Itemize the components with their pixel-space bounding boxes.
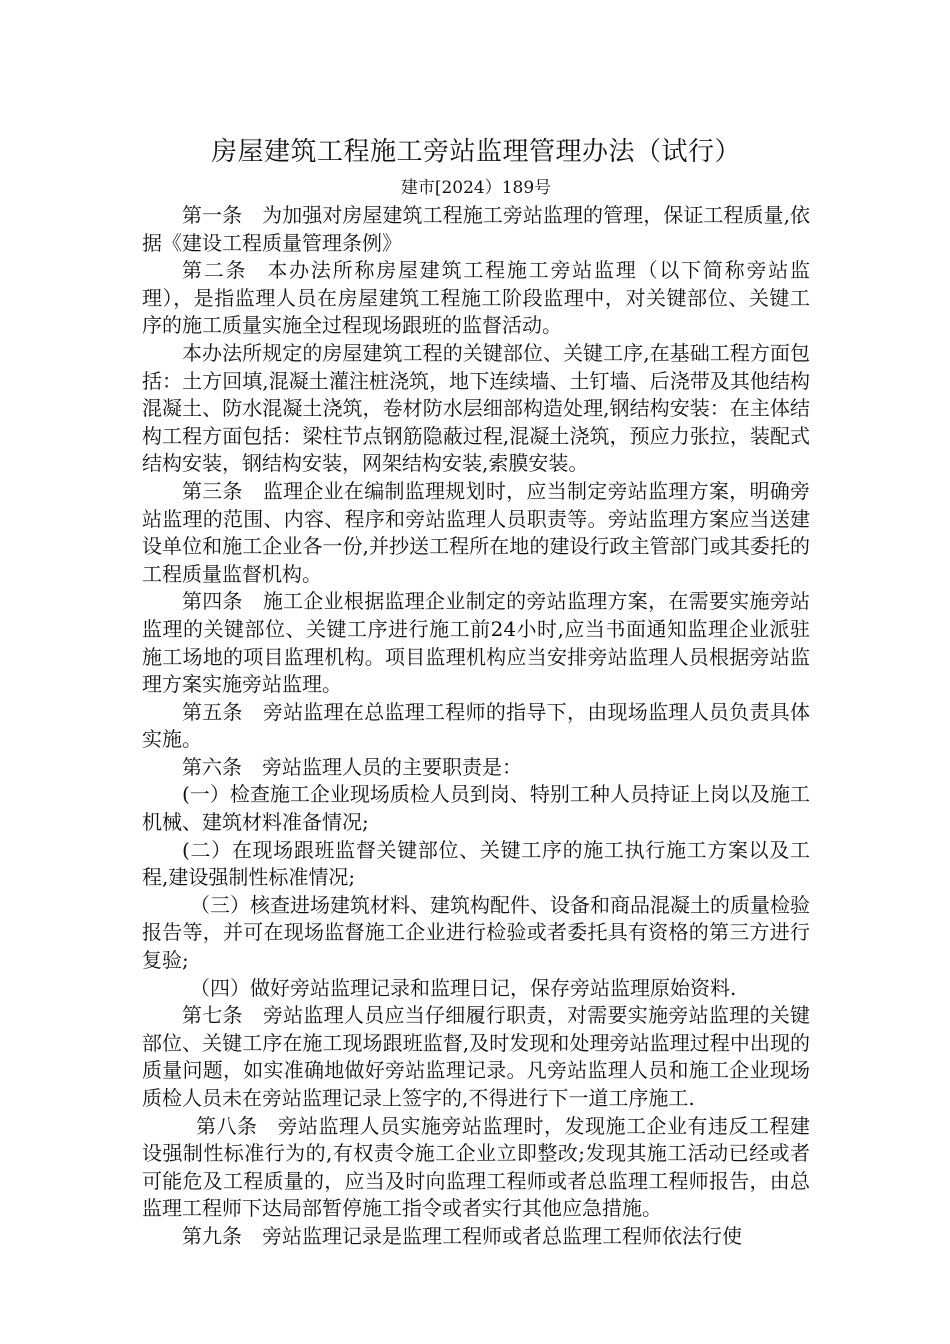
article-6-item-4 (142, 975, 810, 1003)
article-label: 第一条 (182, 203, 243, 227)
article-1 (142, 202, 810, 257)
article-6 (142, 754, 810, 782)
article-label: 第六条 (182, 754, 242, 779)
document-number: 建市[2024）189号 (400, 178, 552, 198)
article-text: 施工企业根据监理企业制定的旁站监理方案，在需要实施旁站监理的关键部位、关键工序进行施工前24小时,应当书面通知监理企业派驻施工场地的项目监理机构。项目监理机构应当安排旁站监理人员根据旁站监理方案实施旁站监理。 (142, 589, 811, 697)
article-6-item-2 (142, 837, 810, 892)
article-6-item-1 (142, 781, 810, 836)
article-label: 第三条 (182, 478, 243, 503)
document-title: 房屋建筑工程施工旁站监理管理办法（试行） (210, 137, 741, 167)
document-page (142, 132, 810, 1251)
list-item-text: （三）核查进场建筑材料、建筑构配件、设备和商品混凝土的质量检验报告等，并可在现场监督施工企业进行检验或者委托具有资格的第三方进行复验; (142, 892, 810, 973)
list-item-text: (一）检查施工企业现场质检人员到岗、特别工种人员持证上岗以及施工机械、建筑材料准备情况; (142, 782, 810, 835)
article-7 (142, 1002, 810, 1112)
article-2-paragraph-2 (142, 340, 810, 478)
article-text: 旁站监理人员应当仔细履行职责，对需要实施旁站监理的关键部位、关键工序在施工现场跟班监督,及时发现和处理旁站监理过程中出现的质量问题，如实准确地做好旁站监理记录。凡旁站监理人员和施工企业现场质检人员未在旁站监理记录上签字的,不得进行下一道工序施工. (142, 1003, 811, 1110)
article-8 (142, 1113, 810, 1223)
article-text: 本办法所称房屋建筑工程施工旁站监理（以下简称旁站监理），是指监理人员在房屋建筑工程施工阶段监理中，对关键部位、关键工序的施工质量实施全过程现场跟班的监督活动。 (142, 258, 811, 338)
article-6-item-3 (142, 892, 810, 975)
article-4 (142, 588, 810, 698)
article-text: 旁站监理人员的主要职责是： (262, 754, 522, 779)
list-item-text: （四）做好旁站监理记录和监理日记，保存旁站监理原始资料. (190, 975, 737, 1000)
article-text: 旁站监理在总监理工程师的指导下，由现场监理人员负责具体实施。 (142, 699, 811, 752)
paragraph-text: 本办法所规定的房屋建筑工程的关键部位、关键工序,在基础工程方面包括：土方回填,混凝土灌注桩浇筑，地下连续墙、土钉墙、后浇带及其他结构混凝土、防水混凝土浇筑，卷材防水层细部构造处理,钢结构安装：在主体结构工程方面包括：梁柱节点钢筋隐蔽过程,混凝土浇筑，预应力张拉，装配式结构安装，钢结构安装，网架结构安装,索膜安装。 (142, 340, 810, 476)
article-2 (142, 257, 810, 340)
article-text: 旁站监理人员实施旁站监理时，发现施工企业有违反工程建设强制性标准行为的,有权责令施工企业立即整改;发现其施工活动已经或者可能危及工程质量的，应当及时向监理工程师或者总监理工程师报告，由总监理工程师下达局部暂停施工指令或者实行其他应急措施。 (142, 1113, 810, 1221)
article-label: 第五条 (182, 699, 243, 724)
article-text: 旁站监理记录是监理工程师或者总监理工程师依法行使 (262, 1223, 742, 1248)
article-label: 第九条 (182, 1223, 242, 1248)
article-label: 第四条 (182, 589, 243, 614)
article-label: 第二条 (182, 258, 248, 283)
article-3 (142, 478, 810, 588)
article-label: 第八条 (196, 1113, 258, 1138)
article-text: 为加强对房屋建筑工程施工旁站监理的管理，保证工程质量,依据《建设工程质量管理条例》 (142, 203, 811, 255)
article-label: 第七条 (182, 1003, 243, 1028)
article-5 (142, 699, 810, 754)
list-item-text: (二）在现场跟班监督关键部位、关键工序的施工执行施工方案以及工程,建设强制性标准情况; (142, 837, 810, 890)
article-9 (142, 1223, 810, 1251)
article-text: 监理企业在编制监理规划时，应当制定旁站监理方案，明确旁站监理的范围、内容、程序和旁站监理人员职责等。旁站监理方案应当送建设单位和施工企业各一份,并抄送工程所在地的建设行政主管部门或其委托的工程质量监督机构。 (142, 478, 811, 586)
